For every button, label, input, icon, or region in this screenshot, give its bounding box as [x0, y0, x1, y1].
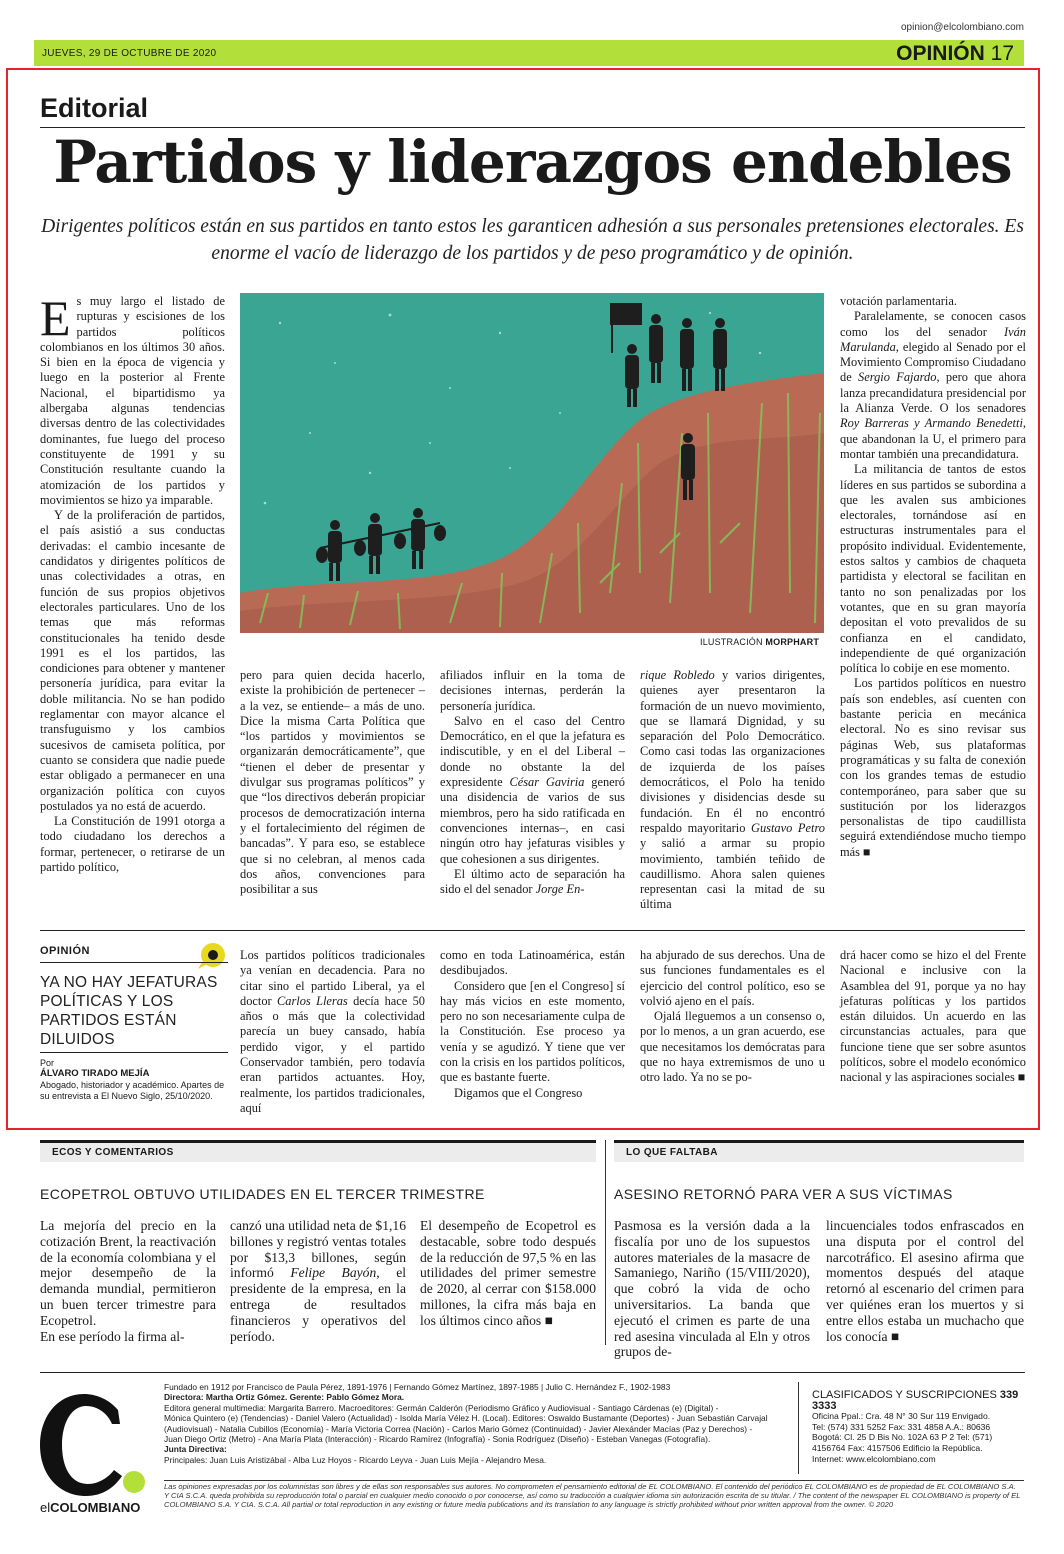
opinion-column-3: ha abjurado de sus derechos. Una de sus funciones fundamentales es el ejercicio del control político, eso se volvió ajeno en el país. Ojalá lleguemos a un consenso o, por lo menos, a un gran acuerdo, ese que necesitamos los demócratas para que no haya extremismos de uno u otro lado. Ya no se po-: [640, 948, 825, 1085]
masthead-multimedia-1: Editora general multimedia: Margarita Barrero. Macroeditores: Germán Calderón (Periodismo Gráfico y Audiovisual - Santiago Cárdenas (e) (Digital) -: [164, 1402, 719, 1413]
opinion-bio: Abogado, historiador y académico. Apartes de su entrevista a El Nuevo Siglo, 25/10/2020.: [40, 1080, 225, 1101]
speech-bubble-graphic: [196, 942, 228, 970]
ecos-bar-label: ECOS Y COMENTARIOS: [52, 1147, 174, 1158]
masthead-multimedia-2: Mónica Quintero (e) (Tendencias) - Daniel Valero (Actualidad) - Isolda María Vélez H. (Local). Editores: Oswaldo Bustamante (Deportes) - Juan Sebastián Carvajal: [164, 1413, 768, 1424]
classifieds-line-3: Bogotá: Cl. 25 D Bis No. 102A 63 P 2 Tel: (571): [812, 1432, 993, 1443]
faltaba-headline: ASESINO RETORNÓ PARA VER A SUS VÍCTIMAS: [614, 1186, 953, 1202]
classifieds-line-2: Tel: (574) 331 5252 Fax: 331 4858 A.A.: 80636: [812, 1421, 991, 1432]
header-email: opinion@elcolombiano.com: [901, 22, 1024, 33]
masthead-multimedia-4: Juan Diego Ortiz (Metro) - Ana María Plata (Interacción) - Ricardo Ramírez (Infografía) - Sonia Rodríguez (Diseño) - Esteban Vanegas (Fotografía).: [164, 1434, 711, 1445]
credit-name: MORPHART: [765, 637, 820, 647]
illustration-credit: [700, 637, 819, 647]
editorial-column-1: Es muy largo el listado de rupturas y escisiones de los partidos políticos colombianos en los últimos 30 años. Si bien en la época de vigencia y luego en la posterior al Frente Nacional, el bipartidismo ya albergaba algunas tendencias diversas dentro de las colectividades dominantes, fue luego del proceso constituyente de 1991 y su Constitución resultante cuando la atomización de los partidos y movimientos se hizo ya imparable. Y de la proliferación de partidos, el país asistió a sus conductas derivadas: el cambio incesante de candidatos y dirigentes políticos de unas colectividades a otras, en función de sus propios objetivos electorales particulares. Uno de los temas que más reformas constitucionales ha tenido desde 1991 es el los partidos, las condiciones para obtener y mantener personería jurídica, para evitar la doble militancia. No se han podido reglamentar con mayor alcance el transfuguismo y los cambios sucesivos de camiseta política, por cuanto se considera que nadie puede estar obligado a permanecer en una organización política con cuyos postulados ya no está de acuerdo. La Constitución de 1991 otorga a todo ciudadano los derechos a formar, pertenecer, o retirarse de un partido político,: [40, 290, 225, 874]
hill-illustration: [240, 293, 824, 633]
section-page: [896, 42, 1014, 66]
opinion-rule-bottom: [40, 1052, 228, 1053]
editorial-kicker: Editorial: [40, 93, 149, 123]
ecos-column-2: canzó una utilidad neta de $1,16 billones y registró ventas totales por $13,3 billones, según informó Felipe Bayón, el presidente de la empresa, en la entrega de resultados financieros y operativos del período.: [230, 1218, 406, 1344]
opinion-author: ÁLVARO TIRADO MEJÍA: [40, 1068, 150, 1079]
opinion-column-4: drá hacer como se hizo el del Frente Nacional e inclusive con la Asamblea del 91, porque ya no hay jefaturas políticas y los partidos están diluidos. Un acuerdo en las circunstancias actuales, para que funcione tiene que ser sobre asuntos políticos, sobre el modelo económico nacional y las aspiraciones sociales ■: [840, 948, 1026, 1085]
masthead-direction: Directora: Martha Ortiz Gómez. Gerente: Pablo Gómez Mora.: [164, 1392, 405, 1403]
logo-wordmark-prefix: el: [40, 1500, 51, 1515]
classifieds-box: [812, 1390, 1032, 1464]
editorial-illustration: [240, 293, 824, 633]
editorial-column-5: votación parlamentaria. Paralelamente, se conocen casos como los del senador Iván Marulanda, elegido al Senado por el Movimiento Compromiso Ciudadano de Sergio Fajardo, pero que ahora lanza precandidatura presidencial por la Alianza Verde. O los senadores Roy Barreras y Armando Benedetti, que abandonan la U, el primero para montar también una precandidatura. La militancia de tantos de estos líderes en sus partidos se subordina a que les avalen sus ambiciones electorales, tornándose así en estructuras instrumentales para el propósito individual. Evidentemente, estos saltos y cambios de chaqueta partidista y electoral se facilitan en tanto no son penalizadas por los votantes, que en su gran mayoría depositan el voto prevalidos de su confianza en el candidato, independiente de qué organización política lo cobije en ese momento. Los partidos políticos en nuestro país son endebles, así cuenten con bastante pericia en mecánica electoral. No es sino revisar sus páginas Web, sus plataformas programáticas y su falta de conexión con los grandes temas de estudio contemporáneo, para saber que su sustitución por los liderazgos personalistas de tipo caudillista seguirá extendiéndose mucho tiempo más ■: [840, 294, 1026, 859]
legal-rule: [164, 1480, 1024, 1481]
opinion-column-1: Los partidos políticos tradicionales ya venían en decadencia. Para no citar sino el partido Liberal, ya el doctor Carlos Lleras decía hace 50 años o más que la colectividad parecía un buey cansado, había perdido vigor, y el partido Conservador también, pero todavía eran partidos actuantes. Hoy, realmente, los partidos tradicionales, aquí: [240, 948, 426, 1115]
masthead: [164, 1382, 794, 1465]
opinion-divider: [40, 930, 1025, 931]
speech-bubble-icon: [196, 942, 228, 970]
editorial-column-4: rique Robledo y varios dirigentes, quienes ayer presentaron la formación de un nuevo movimiento, que se llamará Dignidad, y su separación del Polo Democrático. Como casi todas las organizaciones de izquierda de los países democráticos, el Polo ha tenido divisiones y disidencias desde su fundación. En él no encontró respaldo mayoritario Gustavo Petro y salió a armar su propio movimiento, también teñido de caudillismo. Ahora salen quienes representan casi la mitad de su última: [640, 668, 826, 912]
legal-notice: Las opiniones expresadas por los columnistas son libres y de ellas son responsables sus autores. No comprometen el pensamiento editorial de EL COLOMBIANO. El contenido del periódico EL COLOMBIANO es de propiedad de EL COLOMBIANO S.A. Y CIA S.C.A. queda prohibida su reproducción total o parcial en cualquier medio conocido o por conocerse, así como su traducción a cualquier idioma sin autorización escrita de su titular. / The content of the newspaper EL COLOMBIANO is property of EL COLOMBIANO S.A. Y CIA. S.C.A. All partial or total reproduction in any existing or future media publications and its translation to any language is strictly prohibited without prior written approval from the owner. © 2020: [164, 1482, 1021, 1509]
masthead-founders: Fundado en 1912 por Francisco de Paula Pérez, 1891-1976 | Fernando Gómez Martínez, 1897-1985 | Julio C. Hernández F., 1902-1983: [164, 1382, 671, 1392]
faltaba-bar: [614, 1140, 1024, 1162]
masthead-board-title: Junta Directiva:: [164, 1444, 227, 1455]
credit-label: ILUSTRACIÓN: [700, 637, 766, 647]
ecos-headline: ECOPETROL OBTUVO UTILIDADES EN EL TERCER TRIMESTRE: [40, 1186, 485, 1202]
opinion-title: YA NO HAY JEFATURAS POLÍTICAS Y LOS PARTIDOS ESTÁN DILUIDOS: [40, 974, 218, 1048]
issue-date: JUEVES, 29 DE OCTUBRE DE 2020: [42, 48, 217, 59]
editorial-headline: Partidos y liderazgos endebles: [53, 128, 1012, 196]
dropcap: E: [40, 290, 71, 346]
bottom-column-separator: [605, 1140, 606, 1345]
classifieds-line-4: 4156764 Fax: 4157506 Edificio la República.: [812, 1442, 983, 1453]
classifieds-line-5: Internet: www.elcolombiano.com: [812, 1453, 936, 1464]
classifieds-title-text: CLASIFICADOS Y SUSCRIPCIONES: [812, 1389, 997, 1401]
opinion-column-2: como en toda Latinoamérica, están desdibujados. Considero que [en el Congreso] sí hay más vicios en este momento, pero no son necesariamente culpa de la Constitución. Ese proceso ya venía y se agudizó. Y tiene que ver con la crisis en los partidos políticos, que es bastante fuerte. Digamos que el Congreso: [440, 948, 625, 1100]
classifieds-title: [812, 1390, 1032, 1411]
faltaba-bar-label: LO QUE FALTABA: [626, 1147, 718, 1158]
logo-wordmark-name: COLOMBIANO: [50, 1500, 141, 1515]
page-number: 17: [990, 42, 1014, 65]
masthead-divider: [798, 1382, 799, 1474]
editorial-deck: Dirigentes políticos están en sus partidos en tanto estos les garanticen adhesión a sus personales pretensiones electorales. Es enorme el vacío de liderazgo de los partidos y de peso programático y de opinión.: [41, 216, 1024, 264]
faltaba-column-1: Pasmosa es la versión dada a la fiscalía por uno de los supuestos autores materiales de la masacre de Samaniego, Nariño (15/VIII/2020), que cobró la vida de ocho universitarios. La banda que ejecutó el crimen es parte de una red asesina vinculada al Eln y otros grupos de-: [614, 1218, 810, 1360]
ecos-bar: [40, 1140, 596, 1162]
section-bar: [34, 40, 1024, 66]
faltaba-column-2: lincuenciales todos enfrascados en una disputa por el control del narcotráfico. El asesino afirma que momentos después del ataque retornó al escenario del crimen para ver quiénes eran los muertos y si entre ellos estaba un muchacho que los conocía ■: [826, 1218, 1024, 1344]
el-colombiano-logo: [36, 1390, 150, 1500]
logo-mark: [36, 1390, 150, 1500]
classifieds-phone: 339 3333: [812, 1389, 1019, 1412]
logo-wordmark: [40, 1500, 140, 1515]
editorial-column-3: afiliados influir en la toma de decisiones internas, perderán la personería jurídica. Salvo en el caso del Centro Democrático, en el que la jefatura es indiscutible, y en el del Liberal –donde no obstante la del expresidente César Gaviria generó una disidencia de varios de sus miembros, pero ha sido ratificada en convenciones internas–, en casi ningún otro hay jefaturas visibles y que cohesionen a sus dirigentes. El último acto de separación ha sido el del senador Jorge En-: [440, 668, 626, 897]
masthead-board: Principales: Juan Luis Aristizábal - Alba Luz Hoyos - Ricardo Leyva - Juan Luis Mejía - Alejandro Mesa.: [164, 1454, 547, 1465]
section-name: OPINIÓN: [896, 42, 985, 65]
opinion-rule-top: [40, 962, 228, 963]
ecos-column-1: La mejoría del precio en la cotización Brent, la reactivación de la economía colombiana y el mejor desempeño de la demanda mundial, permitieron un buen tercer trimestre para Ecopetrol. En ese período la firma al-: [40, 1218, 216, 1344]
footer-rule: [40, 1372, 1025, 1373]
ecos-column-3: El desempeño de Ecopetrol es destacable, sobre todo después de la reducción de 97,5 % en las utilidades del primer semestre de 2020, al cerrar con $158.000 millones, la cifra más baja en los últimos cinco años ■: [420, 1218, 596, 1328]
classifieds-line-1: Oficina Ppal.: Cra. 48 N° 30 Sur 119 Envigado.: [812, 1411, 991, 1422]
editorial-column-2: pero para quien decida hacerlo, existe la prohibición de pertenecer –a la vez, se entiende– a más de uno. Dice la misma Carta Política que “los partidos y movimientos se organizarán democráticamente”, que “tienen el deber de presentar y divulgar sus programas políticos” y que “los directivos deberán propiciar procesos de democratización interna y el fortalecimiento del régimen de bancadas”. Y para eso, se establece que si no celebran, al menos cada dos años, convenciones para posibilitar a sus: [240, 668, 425, 897]
opinion-label: OPINIÓN: [40, 945, 90, 957]
opinion-by: Por: [40, 1058, 55, 1068]
masthead-multimedia-3: (Audiovisual) - Natalia Cubillos (Economía) - María Victoria Correa (Nación) - Carlos Mario Gómez (Continuidad) - Javier Alexánder Macías (Paz y Derechos) -: [164, 1423, 753, 1434]
